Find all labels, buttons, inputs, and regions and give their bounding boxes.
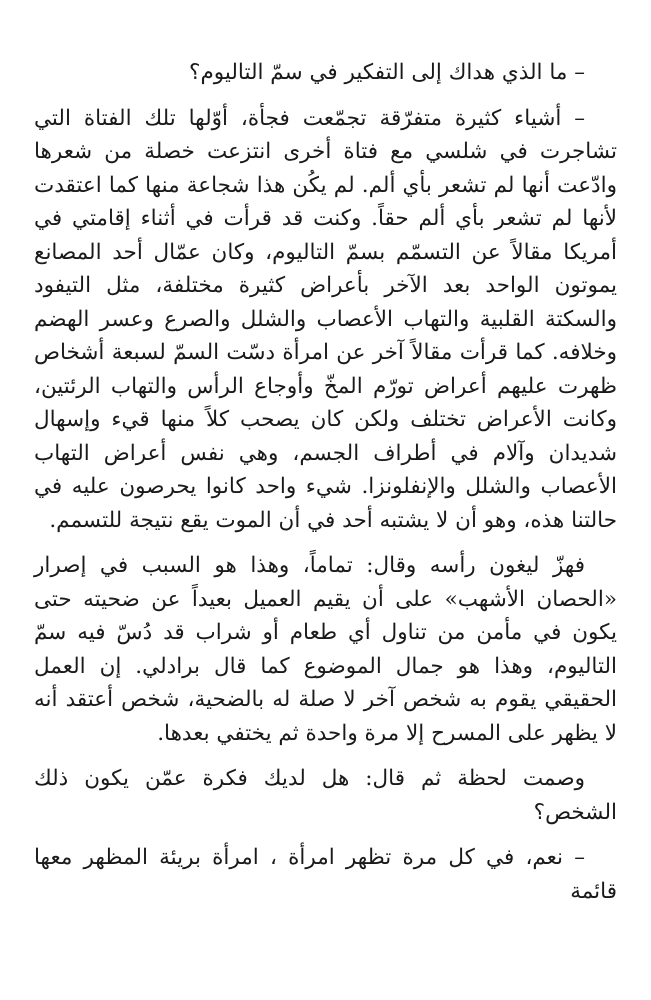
narration-question: وصمت لحظة ثم قال: هل لديك فكرة عمّن يكون ذلك الشخص؟ xyxy=(34,766,617,825)
book-page xyxy=(34,56,617,920)
dialogue-answer-continued: – نعم، في كل مرة تظهر امرأة ، امرأة بريئة المظهر معها قائمة xyxy=(34,845,617,904)
narration-paragraph: فهزّ ليغون رأسه وقال: تماماً، وهذا هو السبب في إصرار «الحصان الأشهب» على أن يقيم العميل بعيداً عن ضحيته حتى يكون في مأمن من تناول أي طعام أو شراب قد دُسّ فيه سمّ التاليوم، وهذا هو جمال الموضوع كما قال برادلي. إن العمل الحقيقي يقوم به شخص آخر لا صلة له بالضحية، شخص أعتقد أنه لا يظهر على المسرح إلا مرة واحدة ثم يختفي بعدها. xyxy=(34,553,617,746)
dialogue-answer-paragraph: – أشياء كثيرة متفرّقة تجمّعت فجأة، أوّلها تلك الفتاة التي تشاجرت في شلسي مع فتاة أخرى انتزعت خصلة من شعرها وادّعت أنها لم تشعر بأي ألم. لم يكُن هذا شجاعة منها كما اعتقدت لأنها لم تشعر بأي ألم حقاً. وكنت قد قرأت في أثناء إقامتي في أمريكا مقالاً عن التسمّم بسمّ التاليوم، وكان عمّال أحد المصانع يموتون الواحد بعد الآخر بأعراض كثيرة مختلفة، مثل التيفود والسكتة القلبية والتهاب الأعصاب والشلل والصرع وعسر الهضم وخلافه. كما قرأت مقالاً آخر عن امرأة دسّت السمّ لسبعة أشخاص ظهرت عليهم أعراض تورّم المخّ وأوجاع الرأس والتهاب الرئتين، وكانت الأعراض تختلف ولكن كان يصحب كلاً منها قيء وإسهال شديدان وآلام في أطراف الجسم، وهي نفس أعراض التهاب الأعصاب والشلل والإنفلونزا. شيء واحد كانوا يحرصون عليه في حالتنا هذه، وهو أن لا يشتبه أحد في أن الموت يقع نتيجة للتسمم. xyxy=(34,105,617,533)
dialogue-question: – ما الذي هداك إلى التفكير في سمّ التاليوم؟ xyxy=(189,60,585,85)
